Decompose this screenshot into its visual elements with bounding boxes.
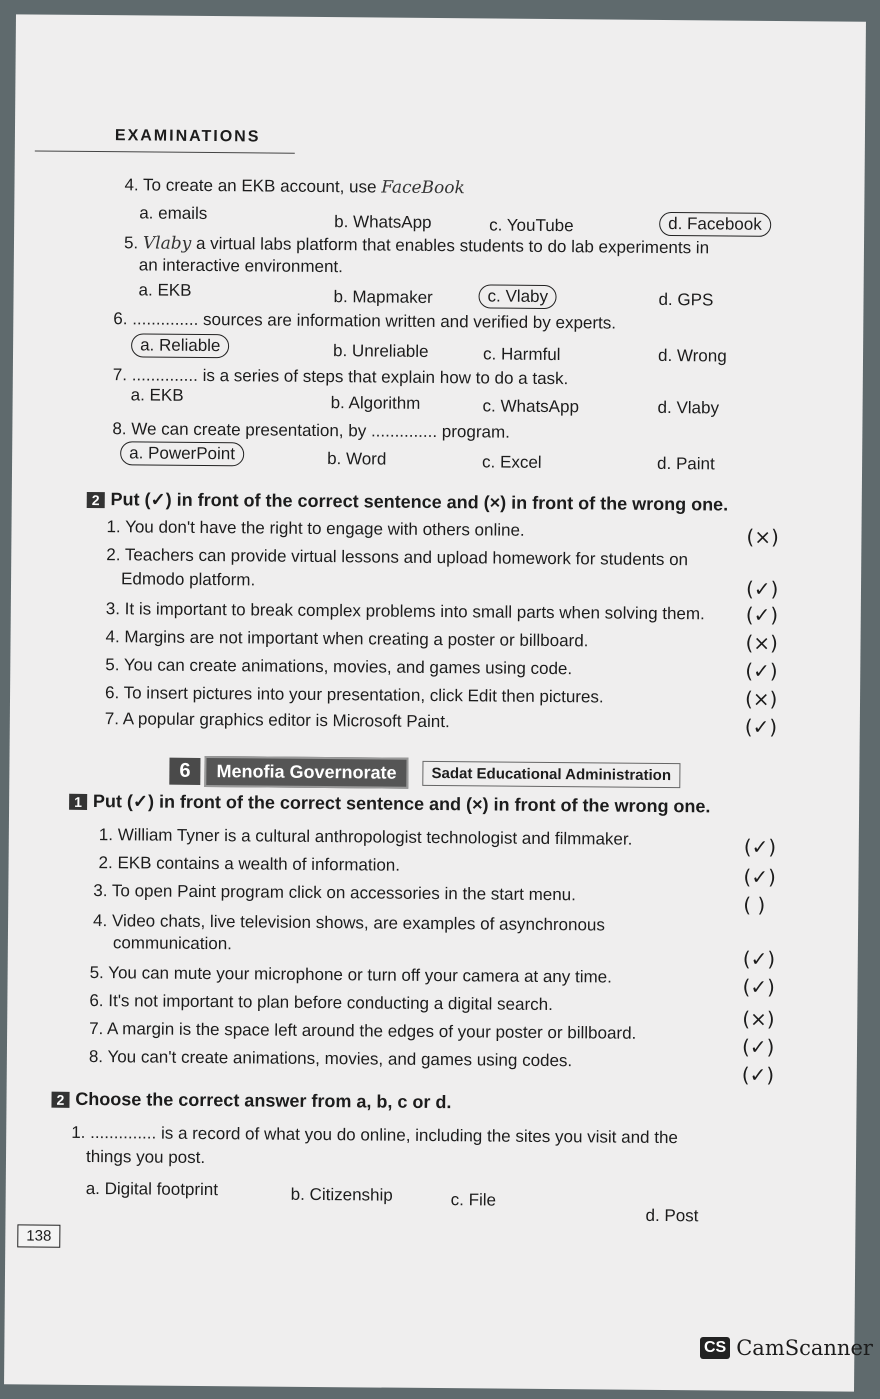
answer-mark: (✓) bbox=[741, 1034, 775, 1059]
answer-mark: (✓) bbox=[743, 864, 776, 889]
statement: 8. You can't create animations, movies, and games using codes. bbox=[88, 1046, 573, 1071]
statement-cont: communication. bbox=[112, 933, 233, 954]
option-circled: a. PowerPoint bbox=[120, 441, 244, 466]
option: a. EKB bbox=[138, 280, 192, 300]
governorate-banner bbox=[169, 756, 680, 791]
option: d. Paint bbox=[657, 453, 715, 474]
camscanner-watermark bbox=[700, 1336, 873, 1360]
statement: 6. It's not important to plan before conducting a digital search. bbox=[89, 990, 553, 1015]
answer-mark: (×) bbox=[745, 630, 779, 655]
statement: 1. William Tyner is a cultural anthropologist technologist and filmmaker. bbox=[98, 825, 633, 849]
section-2-title: 2 Put (✓) in front of the correct sentence and (×) in front of the wrong one. bbox=[87, 489, 729, 516]
option-circled: c. Vlaby bbox=[478, 284, 557, 309]
option: a. emails bbox=[139, 203, 208, 223]
option: b. Word bbox=[327, 449, 387, 469]
governorate-name: Menofia Governorate bbox=[204, 756, 408, 789]
option: a. EKB bbox=[130, 385, 184, 405]
answer-mark: (✓) bbox=[745, 576, 779, 601]
option: b. Algorithm bbox=[330, 393, 421, 413]
statement: 7. A popular graphics editor is Microsoft Paint. bbox=[104, 709, 450, 732]
option-circled: d. Facebook bbox=[659, 212, 771, 237]
statement-cont: Edmodo platform. bbox=[120, 569, 256, 590]
statement: 1. You don't have the right to engage with others online. bbox=[106, 517, 525, 540]
option: d. Wrong bbox=[657, 345, 727, 366]
camscanner-logo-icon: CS bbox=[700, 1337, 730, 1359]
option: c. WhatsApp bbox=[482, 396, 580, 417]
option: d. GPS bbox=[658, 289, 714, 310]
option: d. Vlaby bbox=[657, 397, 720, 418]
option: a. Digital footprint bbox=[85, 1178, 219, 1200]
answer-mark: (×) bbox=[744, 686, 778, 711]
statement: 3. To open Paint program click on accessories in the start menu. bbox=[93, 881, 576, 905]
question-8: 8. We can create presentation, by .............. program. bbox=[112, 419, 510, 442]
statement: 5. You can mute your microphone or turn off your camera at any time. bbox=[89, 962, 612, 987]
option: c. Excel bbox=[482, 452, 542, 472]
statement: 3. It is important to break complex problems into small parts when solving them. bbox=[105, 599, 705, 624]
question-7: 7. .............. is a series of steps that explain how to do a task. bbox=[112, 365, 569, 389]
statement: 4. Video chats, live television shows, are examples of asynchronous bbox=[93, 911, 606, 935]
section-header: EXAMINATIONS bbox=[114, 127, 261, 146]
section-4-question: 1. .............. is a record of what you do online, including the sites you visit and the bbox=[71, 1122, 678, 1148]
statement: 2. EKB contains a wealth of information. bbox=[98, 853, 401, 875]
option: c. YouTube bbox=[489, 215, 574, 236]
option-highlighted: d. Post bbox=[645, 1205, 699, 1226]
answer-mark: (✓) bbox=[743, 834, 777, 859]
handwritten-answer: FaceBook bbox=[381, 177, 465, 199]
option: c. Harmful bbox=[482, 344, 561, 365]
administration-name: Sadat Educational Administration bbox=[422, 761, 680, 788]
answer-mark: (✓) bbox=[742, 974, 776, 999]
exam-page bbox=[4, 14, 866, 1391]
question-cont: things you post. bbox=[85, 1146, 206, 1168]
answer-mark: (✓) bbox=[744, 714, 778, 739]
answer-mark: (×) bbox=[746, 524, 779, 549]
option: b. Mapmaker bbox=[333, 287, 433, 307]
answer-mark: (✓) bbox=[741, 1062, 775, 1087]
answer-mark: (✓) bbox=[742, 946, 776, 971]
page-number: 138 bbox=[17, 1224, 60, 1247]
header-divider bbox=[35, 150, 295, 153]
answer-mark: (×) bbox=[742, 1006, 775, 1031]
statement: 5. You can create animations, movies, and games using code. bbox=[105, 655, 573, 679]
option: b. Unreliable bbox=[332, 341, 429, 361]
option: b. WhatsApp bbox=[334, 212, 432, 232]
answer-mark: (✓) bbox=[745, 658, 778, 683]
statement: 7. A margin is the space left around the edges of your poster or billboard. bbox=[89, 1018, 637, 1043]
statement: 4. Margins are not important when creating a poster or billboard. bbox=[105, 627, 589, 651]
option-circled: a. Reliable bbox=[131, 333, 230, 358]
section-4-title: 2 Choose the correct answer from a, b, c or d. bbox=[51, 1089, 451, 1113]
question-4: 4. To create an EKB account, use FaceBook bbox=[124, 175, 465, 199]
statement: 2. Teachers can provide virtual lessons and upload homework for students on bbox=[106, 545, 689, 570]
camscanner-name: CamScanner bbox=[736, 1336, 873, 1360]
section-3-title: 1 Put (✓) in front of the correct sentence and (×) in front of the wrong one. bbox=[69, 791, 711, 818]
answer-mark: ( ) bbox=[743, 892, 766, 917]
option: c. File bbox=[450, 1190, 497, 1210]
option: b. Citizenship bbox=[290, 1184, 393, 1205]
question-5: 5. Vlaby a virtual labs platform that enables students to do lab experiments in bbox=[123, 233, 710, 258]
statement: 6. To insert pictures into your presentation, click Edit then pictures. bbox=[104, 683, 604, 707]
answer-mark: (✓) bbox=[745, 602, 779, 627]
question-6: 6. .............. sources are information written and verified by experts. bbox=[113, 309, 617, 333]
banner-number: 6 bbox=[169, 758, 200, 785]
handwritten-answer: Vlaby bbox=[142, 233, 192, 254]
question-5-cont: an interactive environment. bbox=[138, 255, 343, 277]
